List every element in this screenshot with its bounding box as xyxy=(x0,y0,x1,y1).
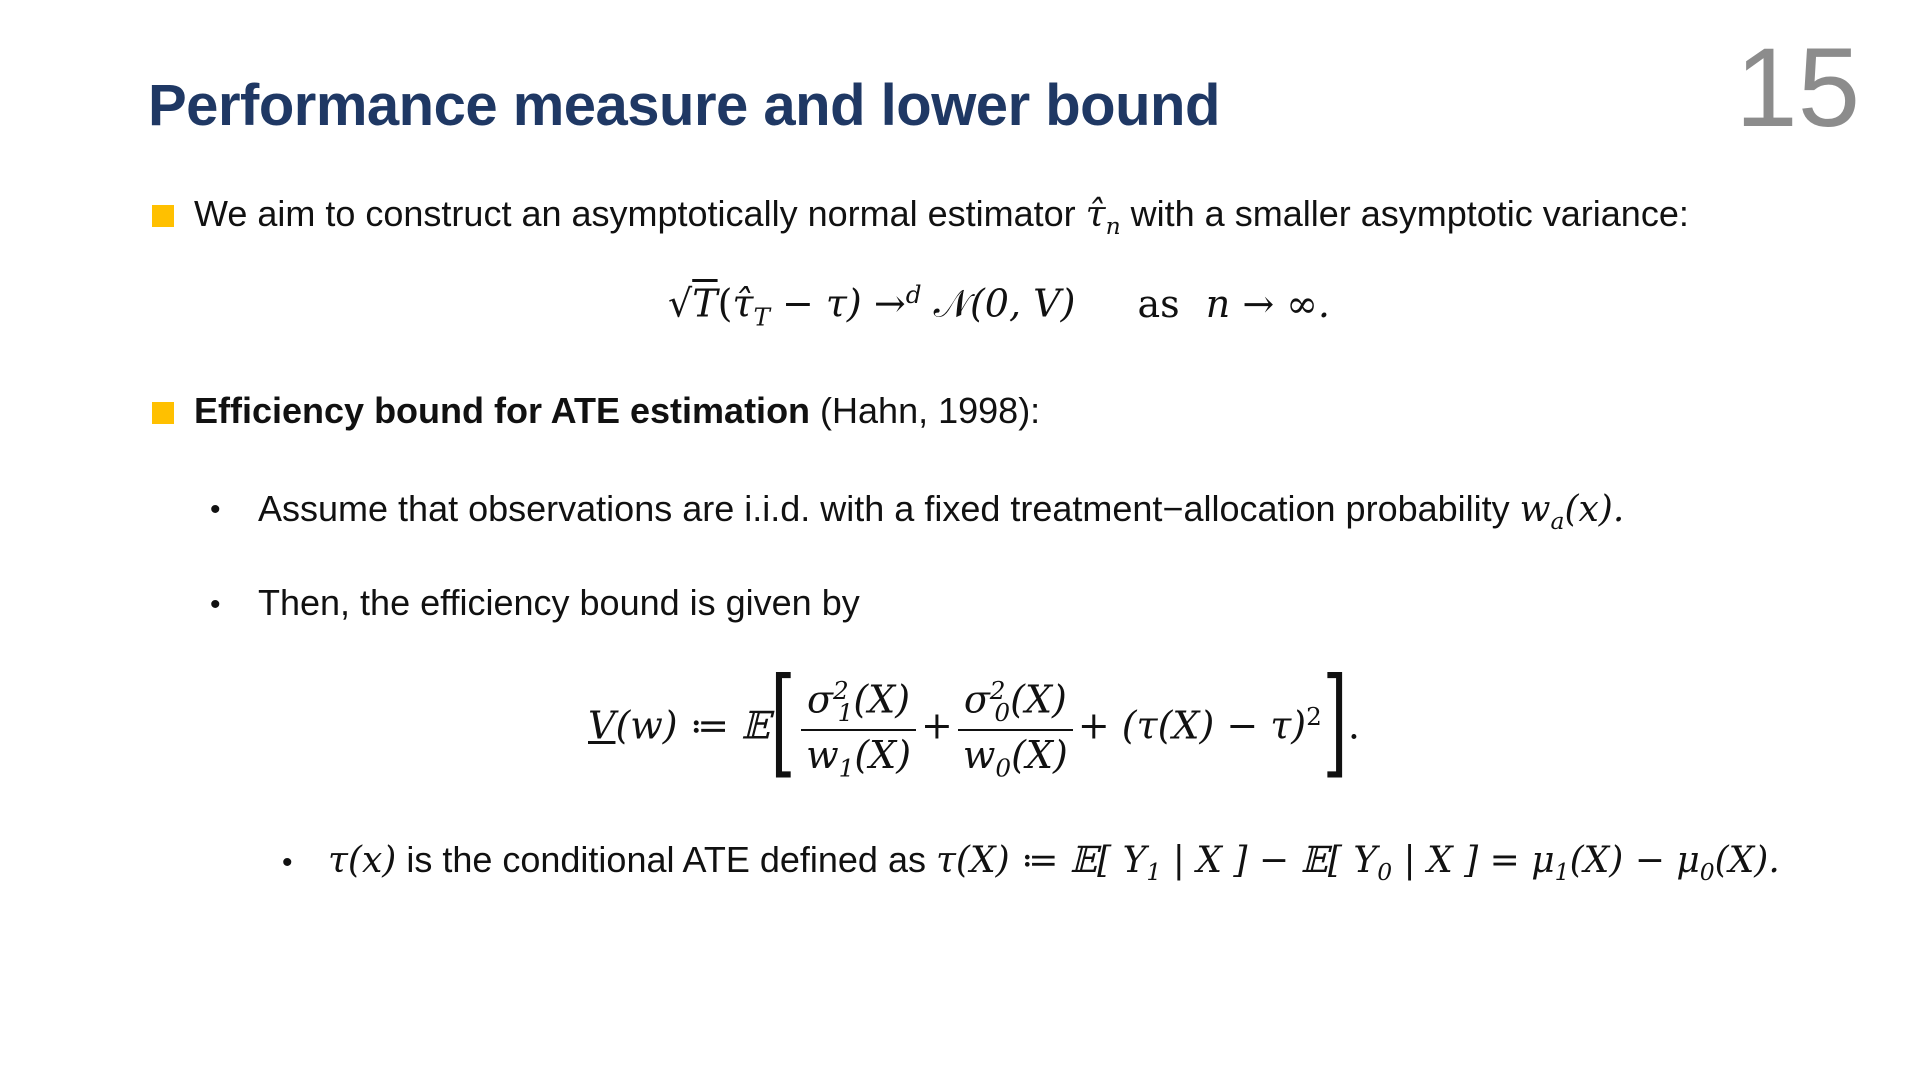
fraction-treated: $\frac{\sigma^2_1(X)}{w_1(X)}$ xyxy=(800,676,917,783)
fraction-control: $\frac{\sigma^2_0(X)}{w_0(X)}$ xyxy=(957,676,1074,783)
square-bullet-icon xyxy=(152,205,174,227)
dot-bullet-icon: • xyxy=(210,493,221,526)
cate-definition: τ(X) ≔ 𝔼[ $Y_1$ | X ] − 𝔼[ $Y_0$ | X ] = $\mu_1(X) - \mu_0(X)$. xyxy=(935,840,1780,887)
dot-bullet-icon: • xyxy=(210,588,221,621)
sub-sub-bullet-cate: τ(x) is the conditional ATE defined as τ(X) ≔ 𝔼[ $Y_1$ | X ] − 𝔼[ $Y_0$ | X ] = $\mu_1(X) - \mu_0(X)$. xyxy=(328,839,1780,887)
sub-bullet-then: Then, the efficiency bound is given by xyxy=(258,582,860,623)
slide-title: Performance measure and lower bound xyxy=(148,73,1220,138)
bullet-aim-text-end: with a smaller asymptotic variance: xyxy=(1120,193,1689,234)
equation-efficiency-bound: V(w) ≔ 𝔼[ $\frac{\sigma^2_1(X)}{w_1(X)}$ + $\frac{\sigma^2_0(X)}{w_0(X)}$ + $(\tau(X) - \tau)^2$]. xyxy=(588,652,1360,790)
bullet-aim xyxy=(194,194,1689,240)
square-bullet-icon xyxy=(152,402,174,424)
estimator-symbol: $\taû_n$ xyxy=(1085,194,1121,241)
equation-asymptotic-normality: $√T(\taû_T - \tau) \to^d$ 𝒩(0, V) as n → ∞. xyxy=(668,280,1330,332)
bullet-efficiency-bold: Efficiency bound for ATE estimation xyxy=(194,390,811,431)
bullet-efficiency-bound xyxy=(194,391,1040,431)
bullet-aim-text: We aim to construct an asymptotically normal estimator xyxy=(194,193,1086,234)
sub-bullet-iid: Assume that observations are i.i.d. with a fixed treatment−allocation probability $w_a(x)$. xyxy=(258,488,1625,536)
dot-bullet-icon: • xyxy=(282,846,293,879)
bullet-efficiency-citation: (Hahn, 1998): xyxy=(810,390,1041,431)
allocation-prob-symbol: $w_a(x)$. xyxy=(1519,489,1625,536)
page-number: 15 xyxy=(1735,25,1860,150)
